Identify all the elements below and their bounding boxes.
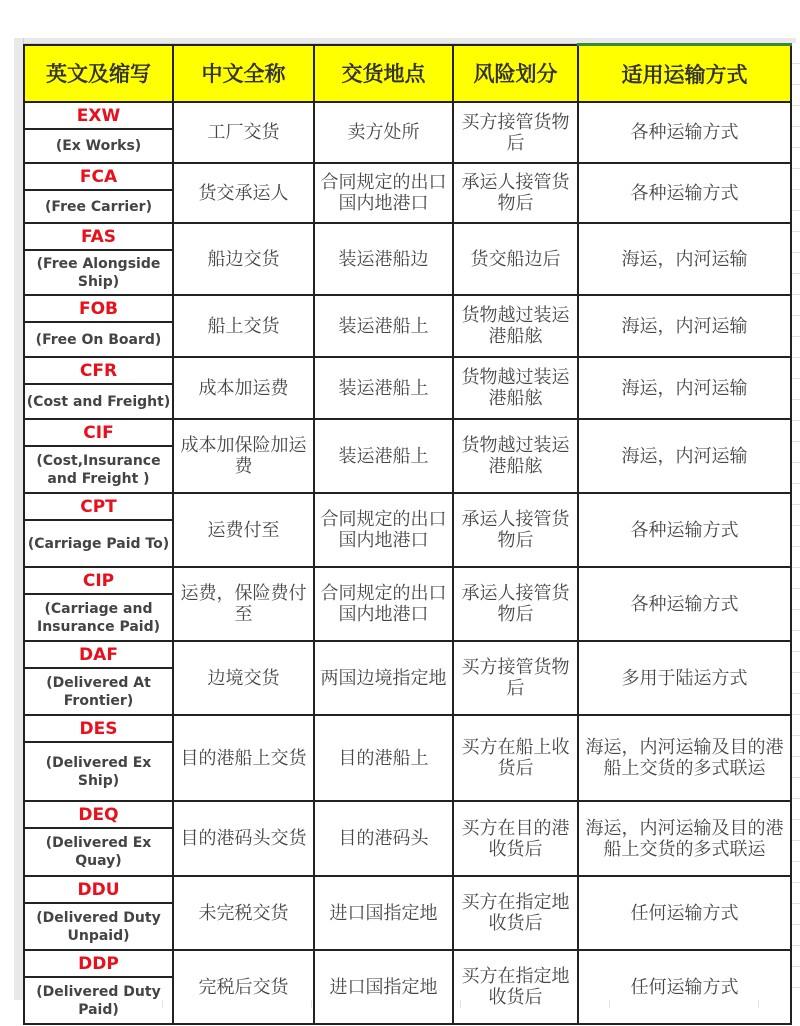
table-row xyxy=(24,223,791,250)
cell-risk-transfer[interactable]: 货物越过装运港船舷 xyxy=(453,357,578,419)
header-row xyxy=(24,45,791,103)
cell-delivery-place[interactable]: 合同规定的出口国内地港口 xyxy=(314,493,453,567)
cell-delivery-place[interactable]: 目的港码头 xyxy=(314,801,453,876)
cell-transport-mode[interactable]: 任何运输方式 xyxy=(578,876,791,950)
cell-english-name[interactable]: (Ex Works) xyxy=(24,129,173,163)
cell-english-name[interactable]: (Cost,Insurance and Freight ) xyxy=(24,446,173,493)
header-abbreviation[interactable]: 英文及缩写 xyxy=(24,45,173,103)
header-delivery-place[interactable]: 交货地点 xyxy=(314,45,453,103)
cell-english-name[interactable]: (Delivered Duty Paid) xyxy=(24,977,173,1024)
cell-term-code[interactable]: DES xyxy=(24,715,173,742)
cell-risk-transfer[interactable]: 货物越过装运港船舷 xyxy=(453,295,578,357)
cell-delivery-place[interactable]: 进口国指定地 xyxy=(314,950,453,1024)
cell-term-code[interactable]: EXW xyxy=(24,102,173,129)
cell-term-code[interactable]: DDP xyxy=(24,950,173,977)
cell-transport-mode[interactable]: 任何运输方式 xyxy=(578,950,791,1024)
cell-transport-mode[interactable]: 海运，内河运输 xyxy=(578,295,791,357)
cell-transport-mode[interactable]: 各种运输方式 xyxy=(578,102,791,163)
cell-risk-transfer[interactable]: 承运人接管货物后 xyxy=(453,493,578,567)
cell-transport-mode[interactable]: 海运，内河运输 xyxy=(578,223,791,295)
cell-term-code[interactable]: DDU xyxy=(24,876,173,903)
table-row xyxy=(24,641,791,668)
table-row xyxy=(24,801,791,828)
cell-term-code[interactable]: FAS xyxy=(24,223,173,250)
cell-delivery-place[interactable]: 合同规定的出口国内地港口 xyxy=(314,163,453,223)
cell-english-name[interactable]: (Carriage and Insurance Paid) xyxy=(24,594,173,641)
cell-risk-transfer[interactable]: 买方接管货物后 xyxy=(453,102,578,163)
cell-english-name[interactable]: (Cost and Freight) xyxy=(24,384,173,419)
cell-term-code[interactable]: CIF xyxy=(24,419,173,446)
table-row xyxy=(24,950,791,977)
cell-risk-transfer[interactable]: 买方在指定地收货后 xyxy=(453,950,578,1024)
header-transport-mode[interactable]: 适用运输方式 xyxy=(578,45,791,103)
table-row xyxy=(24,715,791,742)
cell-risk-transfer[interactable]: 买方在指定地收货后 xyxy=(453,876,578,950)
table-row xyxy=(24,357,791,384)
cell-risk-transfer[interactable]: 承运人接管货物后 xyxy=(453,567,578,641)
cell-english-name[interactable]: (Delivered At Frontier) xyxy=(24,668,173,715)
header-chinese-name[interactable]: 中文全称 xyxy=(173,45,314,103)
cell-transport-mode[interactable]: 各种运输方式 xyxy=(578,493,791,567)
cell-transport-mode[interactable]: 各种运输方式 xyxy=(578,163,791,223)
table-row xyxy=(24,163,791,190)
cell-chinese-name[interactable]: 船边交货 xyxy=(173,223,314,295)
table-row xyxy=(24,419,791,446)
cell-risk-transfer[interactable]: 买方在目的港收货后 xyxy=(453,801,578,876)
cell-chinese-name[interactable]: 未完税交货 xyxy=(173,876,314,950)
incoterms-table xyxy=(23,43,792,1025)
cell-english-name[interactable]: (Free Carrier) xyxy=(24,190,173,223)
cell-delivery-place[interactable]: 卖方处所 xyxy=(314,102,453,163)
cell-delivery-place[interactable]: 装运港船上 xyxy=(314,295,453,357)
cell-term-code[interactable]: DAF xyxy=(24,641,173,668)
cell-transport-mode[interactable]: 海运，内河运输及目的港船上交货的多式联运 xyxy=(578,801,791,876)
cell-term-code[interactable]: FCA xyxy=(24,163,173,190)
cell-delivery-place[interactable]: 装运港船上 xyxy=(314,357,453,419)
cell-transport-mode[interactable]: 多用于陆运方式 xyxy=(578,641,791,715)
cell-transport-mode[interactable]: 海运，内河运输 xyxy=(578,419,791,493)
cell-english-name[interactable]: (Delivered Ex Ship) xyxy=(24,742,173,801)
cell-risk-transfer[interactable]: 买方接管货物后 xyxy=(453,641,578,715)
cell-delivery-place[interactable]: 两国边境指定地 xyxy=(314,641,453,715)
cell-chinese-name[interactable]: 货交承运人 xyxy=(173,163,314,223)
cell-delivery-place[interactable]: 合同规定的出口国内地港口 xyxy=(314,567,453,641)
cell-chinese-name[interactable]: 目的港船上交货 xyxy=(173,715,314,801)
cell-delivery-place[interactable]: 进口国指定地 xyxy=(314,876,453,950)
cell-transport-mode[interactable]: 各种运输方式 xyxy=(578,567,791,641)
cell-delivery-place[interactable]: 装运港船边 xyxy=(314,223,453,295)
cell-risk-transfer[interactable]: 买方在船上收货后 xyxy=(453,715,578,801)
cell-term-code[interactable]: CIP xyxy=(24,567,173,594)
cell-english-name[interactable]: (Carriage Paid To) xyxy=(24,520,173,567)
cell-term-code[interactable]: CPT xyxy=(24,493,173,520)
cell-risk-transfer[interactable]: 货交船边后 xyxy=(453,223,578,295)
table-row xyxy=(24,567,791,594)
table-row xyxy=(24,876,791,903)
cell-chinese-name[interactable]: 成本加保险加运费 xyxy=(173,419,314,493)
cell-transport-mode[interactable]: 海运，内河运输及目的港船上交货的多式联运 xyxy=(578,715,791,801)
cell-chinese-name[interactable]: 完税后交货 xyxy=(173,950,314,1024)
cell-delivery-place[interactable]: 目的港船上 xyxy=(314,715,453,801)
cell-chinese-name[interactable]: 边境交货 xyxy=(173,641,314,715)
cell-english-name[interactable]: (Delivered Duty Unpaid) xyxy=(24,903,173,950)
cell-risk-transfer[interactable]: 货物越过装运港船舷 xyxy=(453,419,578,493)
cell-term-code[interactable]: FOB xyxy=(24,295,173,322)
cell-english-name[interactable]: (Free Alongside Ship) xyxy=(24,250,173,295)
table-row xyxy=(24,493,791,520)
cell-chinese-name[interactable]: 工厂交货 xyxy=(173,102,314,163)
cell-transport-mode[interactable]: 海运，内河运输 xyxy=(578,357,791,419)
cell-chinese-name[interactable]: 目的港码头交货 xyxy=(173,801,314,876)
header-risk-transfer[interactable]: 风险划分 xyxy=(453,45,578,103)
table-row xyxy=(24,102,791,129)
spreadsheet-empty-gridlines xyxy=(791,43,800,1004)
cell-risk-transfer[interactable]: 承运人接管货物后 xyxy=(453,163,578,223)
cell-chinese-name[interactable]: 运费付至 xyxy=(173,493,314,567)
cell-term-code[interactable]: CFR xyxy=(24,357,173,384)
cell-chinese-name[interactable]: 运费，保险费付至 xyxy=(173,567,314,641)
table-row xyxy=(24,295,791,322)
cell-delivery-place[interactable]: 装运港船上 xyxy=(314,419,453,493)
cell-english-name[interactable]: (Delivered Ex Quay) xyxy=(24,828,173,876)
cell-chinese-name[interactable]: 船上交货 xyxy=(173,295,314,357)
cell-english-name[interactable]: (Free On Board) xyxy=(24,322,173,357)
cell-chinese-name[interactable]: 成本加运费 xyxy=(173,357,314,419)
cell-term-code[interactable]: DEQ xyxy=(24,801,173,828)
